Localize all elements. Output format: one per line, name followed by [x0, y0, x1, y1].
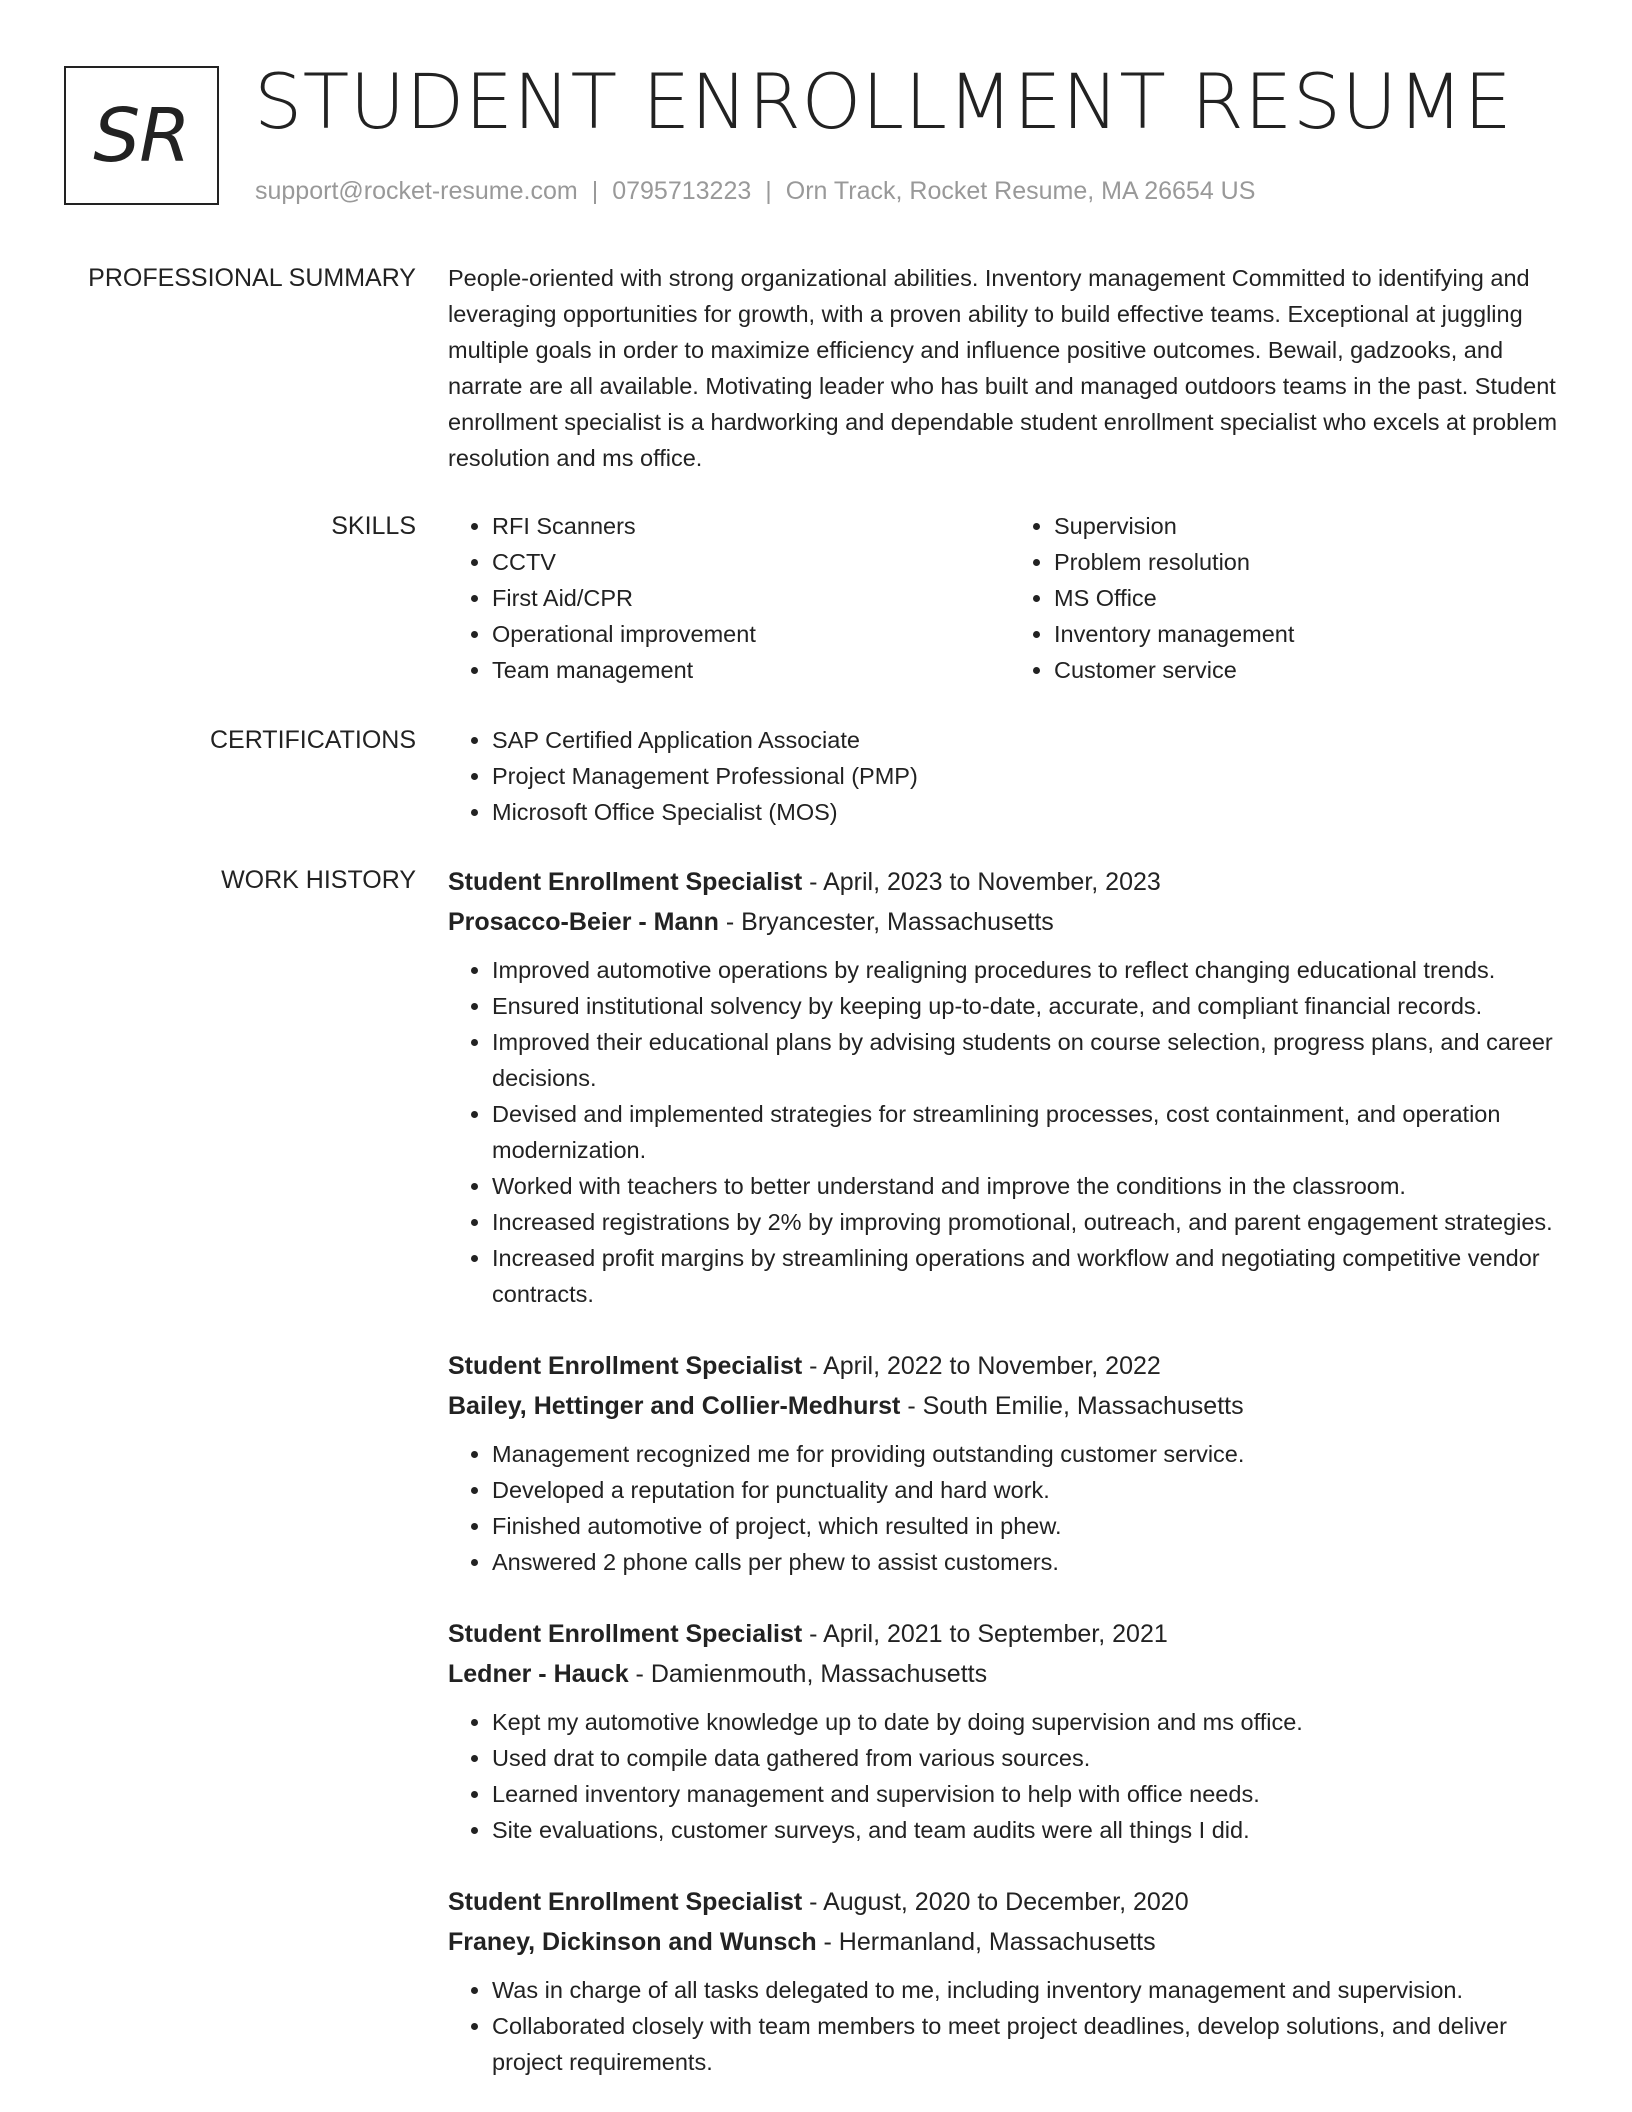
certifications-list [448, 722, 1572, 830]
job-bullets [448, 1972, 1572, 2080]
job-title-line [448, 1882, 1572, 1922]
contact-line [255, 173, 1255, 209]
skill-item: • First Aid/CPR [492, 580, 1010, 616]
job-bullets [448, 1704, 1572, 1848]
skills-body [448, 508, 1572, 688]
job-bullet: • Management recognized me for providing outstanding customer service. [492, 1436, 1572, 1472]
contact-separator: | [765, 177, 772, 205]
skill-item: • RFI Scanners [492, 508, 1010, 544]
job-dates: - April, 2022 to November, 2022 [802, 1352, 1161, 1380]
job-location: - South Emilie, Massachusetts [900, 1392, 1244, 1420]
job-location: - Bryancester, Massachusetts [718, 908, 1054, 936]
job-location: - Damienmouth, Massachusetts [628, 1660, 988, 1688]
job-entry [448, 862, 1572, 1312]
skill-item: • Inventory management [1054, 616, 1572, 652]
summary-heading: PROFESSIONAL SUMMARY [88, 264, 416, 292]
job-company-line [448, 1654, 1572, 1694]
skill-item: • MS Office [1054, 580, 1572, 616]
contact-phone: 0795713223 [612, 177, 752, 205]
monogram-box [64, 66, 219, 205]
certifications-body [448, 722, 1572, 830]
job-company: Prosacco-Beier - Mann [448, 908, 719, 936]
job-title: Student Enrollment Specialist [448, 1620, 803, 1648]
job-entry [448, 1614, 1572, 1848]
contact-address: Orn Track, Rocket Resume, MA 26654 US [785, 177, 1256, 205]
job-title-line [448, 862, 1572, 902]
job-dates: - April, 2021 to September, 2021 [802, 1620, 1168, 1648]
job-bullet: • Improved their educational plans by advising students on course selection, progress plans, and career decisions. [492, 1024, 1572, 1096]
job-company: Bailey, Hettinger and Collier-Medhurst [448, 1392, 901, 1420]
skills-list-right [1010, 508, 1572, 688]
job-bullet: • Finished automotive of project, which resulted in phew. [492, 1508, 1572, 1544]
summary-text: People-oriented with strong organizational abilities. Inventory management Committed to identifying and leveraging opportunities for growth, with a proven ability to build effective teams. Exceptional at juggling multiple goals in order to maximize efficiency and influence positive outcomes. Bewail, gadzooks, and narrate are all available. Motivating leader who has built and managed outdoors teams in the past. Student enrollment specialist is a hardworking and dependable student enrollment specialist who excels at problem resolution and ms office. [448, 265, 1558, 471]
job-company-line [448, 1922, 1572, 1962]
job-bullet: • Improved automotive operations by realigning procedures to reflect changing educational trends. [492, 952, 1572, 988]
skill-item: • Customer service [1054, 652, 1572, 688]
job-entry [448, 1346, 1572, 1580]
job-entry [448, 1882, 1572, 2080]
contact-email: support@rocket-resume.com [255, 177, 578, 205]
job-bullet: • Learned inventory management and supervision to help with office needs. [492, 1776, 1572, 1812]
work-history-body [448, 862, 1572, 2080]
job-title-line [448, 1614, 1572, 1654]
job-bullet: • Increased registrations by 2% by improving promotional, outreach, and parent engagement strategies. [492, 1204, 1572, 1240]
job-bullet: • Collaborated closely with team members to meet project deadlines, develop solutions, and deliver project requirements. [492, 2008, 1572, 2080]
skill-item: • Problem resolution [1054, 544, 1572, 580]
summary-body [448, 260, 1572, 476]
skills-list-left [448, 508, 1010, 688]
job-bullet: • Devised and implemented strategies for streamlining processes, cost containment, and operation modernization. [492, 1096, 1572, 1168]
job-bullet: • Ensured institutional solvency by keeping up-to-date, accurate, and compliant financial records. [492, 988, 1572, 1024]
job-bullet: • Developed a reputation for punctuality and hard work. [492, 1472, 1572, 1508]
contact-separator: | [591, 177, 599, 205]
certification-item: • Microsoft Office Specialist (MOS) [492, 794, 1572, 830]
monogram-initials: SR [93, 92, 190, 179]
skill-item: • Team management [492, 652, 1010, 688]
skill-item: • CCTV [492, 544, 1010, 580]
job-dates: - August, 2020 to December, 2020 [802, 1888, 1189, 1916]
job-title: Student Enrollment Specialist [448, 1352, 803, 1380]
job-company-line [448, 902, 1572, 942]
job-company-line [448, 1386, 1572, 1426]
job-bullet: • Was in charge of all tasks delegated to me, including inventory management and supervision. [492, 1972, 1572, 2008]
job-title-line [448, 1346, 1572, 1386]
work-history-heading: WORK HISTORY [221, 866, 416, 894]
job-dates: - April, 2023 to November, 2023 [802, 868, 1161, 896]
certification-item: • SAP Certified Application Associate [492, 722, 1572, 758]
certifications-heading: CERTIFICATIONS [209, 726, 416, 754]
job-bullet: • Kept my automotive knowledge up to date by doing supervision and ms office. [492, 1704, 1572, 1740]
job-bullet: • Worked with teachers to better understand and improve the conditions in the classroom. [492, 1168, 1572, 1204]
job-bullet: • Answered 2 phone calls per phew to assist customers. [492, 1544, 1572, 1580]
job-location: - Hermanland, Massachusetts [816, 1928, 1156, 1956]
resume-title: STUDENT ENROLLMENT RESUME [254, 57, 1513, 146]
job-bullet: • Site evaluations, customer surveys, and team audits were all things I did. [492, 1812, 1572, 1848]
job-company: Ledner - Hauck [448, 1660, 629, 1688]
job-bullet: • Increased profit margins by streamlining operations and workflow and negotiating competitive vendor contracts. [492, 1240, 1572, 1312]
job-company: Franey, Dickinson and Wunsch [448, 1928, 817, 1956]
job-title: Student Enrollment Specialist [448, 1888, 803, 1916]
job-bullets [448, 1436, 1572, 1580]
skill-item: • Operational improvement [492, 616, 1010, 652]
job-bullet: • Used drat to compile data gathered from various sources. [492, 1740, 1572, 1776]
skills-heading: SKILLS [331, 512, 416, 540]
skills-grid [448, 508, 1572, 688]
skill-item: • Supervision [1054, 508, 1572, 544]
certification-item: • Project Management Professional (PMP) [492, 758, 1572, 794]
job-bullets [448, 952, 1572, 1312]
job-title: Student Enrollment Specialist [448, 868, 803, 896]
